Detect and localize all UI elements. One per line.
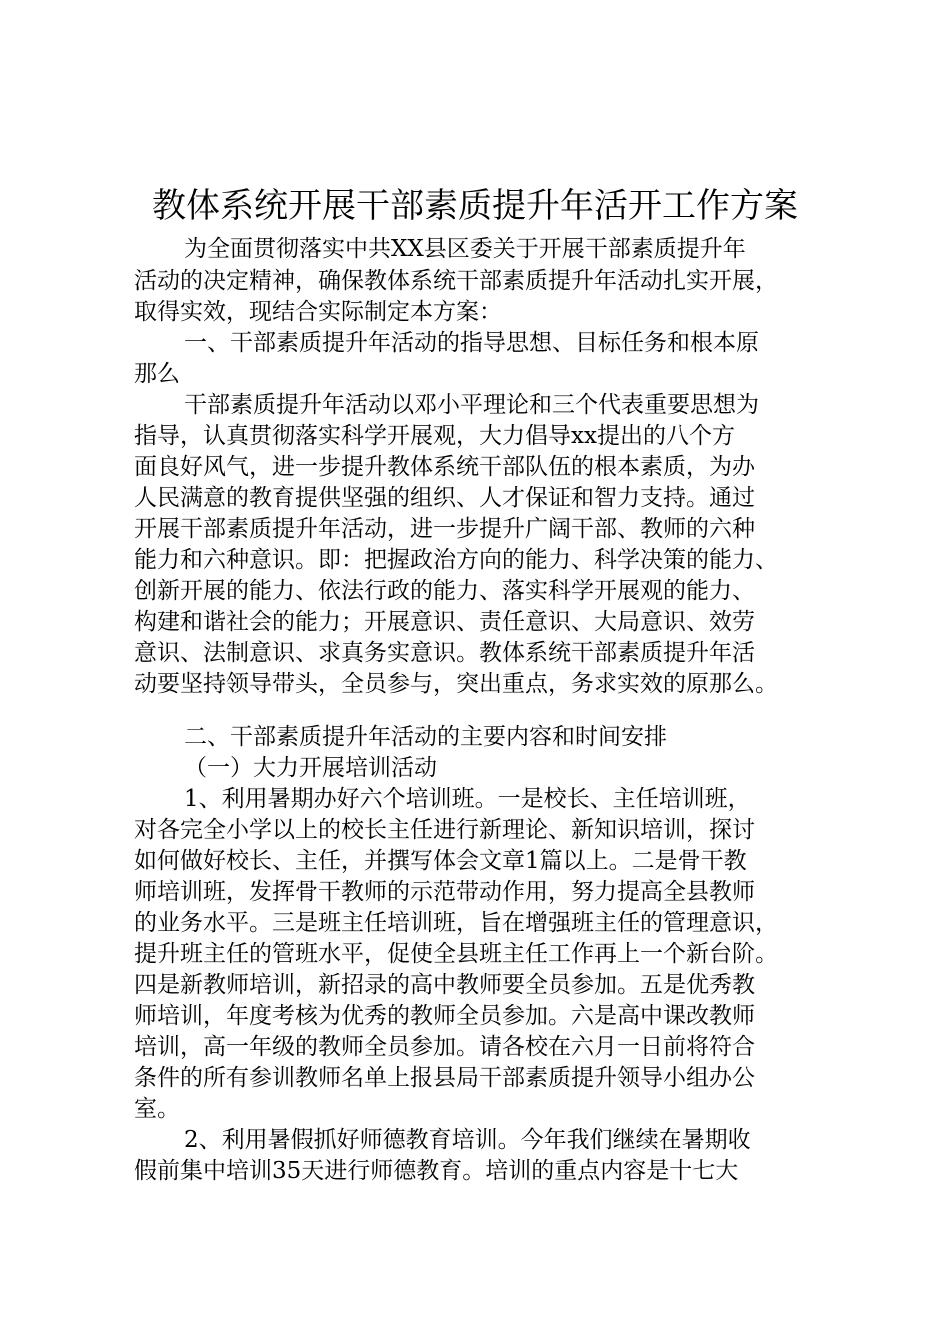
document-title: 教体系统开展干部素质提升年活开工作方案	[152, 186, 798, 226]
subsection-heading-line: （一）大力开展培训活动	[184, 755, 437, 781]
paragraph-line: 动要坚持领导带头，全员参与，突出重点，务求实效的原那么。	[134, 671, 778, 697]
paragraph-line: 活动的决定精神，确保教体系统干部素质提升年活动扎实开展，	[134, 268, 778, 294]
paragraph-line: 干部素质提升年活动以邓小平理论和三个代表重要思想为	[184, 392, 759, 418]
paragraph-line: 培训，高一年级的教师全员参加。请各校在六月一日前将符合	[134, 1034, 755, 1060]
paragraph-line: 开展干部素质提升年活动，进一步提升广阔干部、教师的六种	[134, 516, 755, 542]
section-heading-line: 二、干部素质提升年活动的主要内容和时间安排	[184, 724, 667, 750]
section-heading-line: 一、干部素质提升年活动的指导思想、目标任务和根本原	[184, 330, 759, 356]
paragraph-line: 室。	[134, 1096, 180, 1122]
paragraph-line: 师培训班，发挥骨干教师的示范带动作用，努力提高全县教师	[134, 879, 755, 905]
paragraph-line: 如何做好校长、主任，并撰写体会文章1篇以上。二是骨干教	[134, 848, 747, 874]
paragraph-line: 人民满意的教育提供坚强的组织、人才保证和智力支持。通过	[134, 485, 755, 511]
paragraph-line: 创新开展的能力、依法行政的能力、落实科学开展观的能力、	[134, 578, 755, 604]
paragraph-line: 意识、法制意识、求真务实意识。教体系统干部素质提升年活	[134, 640, 755, 666]
paragraph-line: 提升班主任的管班水平，促使全县班主任工作再上一个新台阶。	[134, 941, 778, 967]
paragraph-line: 面良好风气，进一步提升教体系统干部队伍的根本素质，为办	[134, 454, 755, 480]
paragraph-line: 为全面贯彻落实中共XX县区委关于开展干部素质提升年	[184, 236, 746, 262]
paragraph-line: 假前集中培训35天进行师德教育。培训的重点内容是十七大	[134, 1158, 739, 1184]
paragraph-line: 的业务水平。三是班主任培训班，旨在增强班主任的管理意识，	[134, 910, 778, 936]
paragraph-line: 构建和谐社会的能力；开展意识、责任意识、大局意识、效劳	[134, 609, 755, 635]
paragraph-line: 对各完全小学以上的校长主任进行新理论、新知识培训，探讨	[134, 817, 755, 843]
paragraph-line: 师培训，年度考核为优秀的教师全员参加。六是高中课改教师	[134, 1003, 755, 1029]
paragraph-line: 取得实效，现结合实际制定本方案：	[134, 299, 502, 325]
paragraph-line: 1、利用暑期办好六个培训班。一是校长、主任培训班，	[184, 786, 751, 812]
paragraph-line: 能力和六种意识。即：把握政治方向的能力、科学决策的能力、	[134, 547, 778, 573]
paragraph-line: 2、利用暑假抓好师德教育培训。今年我们继续在暑期收	[184, 1127, 751, 1153]
paragraph-line: 四是新教师培训，新招录的高中教师要全员参加。五是优秀教	[134, 972, 755, 998]
section-heading-line: 那么	[134, 361, 180, 387]
paragraph-line: 条件的所有参训教师名单上报县局干部素质提升领导小组办公	[134, 1065, 755, 1091]
paragraph-line: 指导，认真贯彻落实科学开展观，大力倡导xx提出的八个方	[134, 423, 735, 449]
